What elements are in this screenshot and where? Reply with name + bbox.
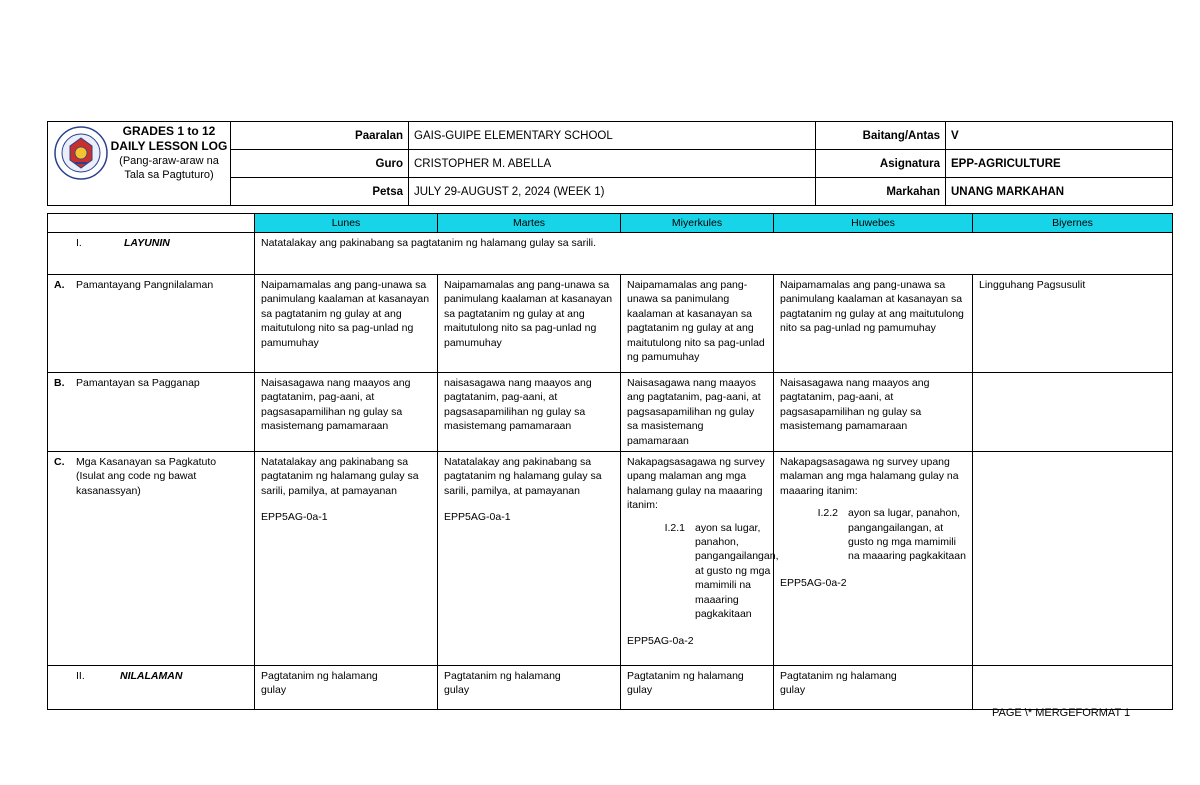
asignatura-value: EPP-AGRICULTURE: [946, 150, 1173, 178]
nilalaman-label-cell: [48, 666, 255, 710]
guro-value: CRISTOPHER M. ABELLA: [409, 150, 816, 178]
pagganap-label: Pamantayan sa Pagganap: [76, 377, 200, 389]
nilalaman-miyerkules: Pagtatanim ng halamang gulay: [621, 666, 774, 710]
guro-label: Guro: [231, 150, 409, 178]
nilalaman-label: NILALAMAN: [120, 670, 183, 683]
kasanayan-letter: C.: [54, 456, 65, 469]
pangnilalaman-label: Pamantayang Pangnilalaman: [76, 279, 214, 291]
kasanayan-miyerkules-sub-num: I.2.1: [664, 521, 685, 534]
nilalaman-lunes: Pagtatanim ng halamang gulay: [255, 666, 438, 710]
kasanayan-miyerkules: [621, 452, 779, 666]
paaralan-label: Paaralan: [231, 122, 409, 150]
kasanayan-lunes: [255, 452, 438, 666]
pagganap-lunes: Naisasagawa nang maayos ang pagtatanim, pag-aani, at pagsasapamilihan ng gulay sa masistemang pamamaraan: [255, 373, 438, 452]
pagganap-miyerkules: Naisasagawa nang maayos ang pagtatanim, pag-aani, at pagsasapamilihan ng gulay sa masistemang pamamaraan: [621, 373, 774, 452]
layunin-label: LAYUNIN: [124, 237, 170, 249]
kasanayan-miyerkules-code: EPP5AG-0a-2: [627, 634, 694, 647]
asignatura-label: Asignatura: [816, 150, 946, 178]
pangnilalaman-biyernes: Lingguhang Pagsusulit: [973, 275, 1173, 373]
kasanayan-miyerkules-text: Nakapagsasagawa ng survey upang malaman ang mga halamang gulay na maaaring itanim:: [627, 456, 765, 512]
paaralan-value: GAIS-GUIPE ELEMENTARY SCHOOL: [409, 122, 816, 150]
kasanayan-martes: [438, 452, 621, 666]
layunin-roman: I.: [76, 237, 82, 249]
layunin-row: [48, 233, 1173, 275]
pagganap-martes: naisasagawa nang maayos ang pagtatanim, pag-aani, at pagsasapamilihan ng gulay sa masistemang pamamaraan: [438, 373, 621, 452]
log-subtitle-2: Tala sa Pagtuturo): [124, 169, 214, 181]
kasanayan-huwebes: [774, 452, 973, 666]
petsa-label: Petsa: [231, 178, 409, 206]
kasanayan-martes-code: EPP5AG-0a-1: [444, 511, 511, 524]
layunin-label-cell: [48, 233, 255, 275]
kasanayan-miyerkules-sub-text: ayon sa lugar, panahon, pangangailangan, at gusto ng mga mamimili na maaaring pagkakitaan: [695, 521, 779, 621]
day-header-row: [48, 214, 1173, 233]
lesson-table: [47, 213, 1173, 710]
kasanayan-lunes-code: EPP5AG-0a-1: [261, 511, 328, 524]
kasanayan-huwebes-text: Nakapagsasagawa ng survey upang malaman ang mga halamang gulay na maaaring itanim:: [780, 456, 959, 497]
kasanayan-martes-text: Natatalakay ang pakinabang sa pagtatanim ng halamang gulay sa sarili, pamilya, at pamayanan: [444, 456, 602, 497]
grades-title: GRADES 1 to 12: [122, 124, 216, 138]
day-huwebes: Huwebes: [774, 214, 973, 233]
layunin-text: Natatalakay ang pakinabang sa pagtatanim ng halamang gulay sa sarili.: [255, 233, 1173, 275]
kasanayan-lunes-text: Natatalakay ang pakinabang sa pagtatanim ng halamang gulay sa sarili, pamilya, at pamayanan: [261, 456, 419, 497]
day-lunes: Lunes: [255, 214, 438, 233]
pagganap-huwebes: Naisasagawa nang maayos ang pagtatanim, pag-aani, at pagsasapamilihan ng gulay sa masistemang pamamaraan: [774, 373, 973, 452]
nilalaman-roman: II.: [76, 670, 85, 683]
kasanayan-huwebes-sub-num: I.2.2: [817, 507, 838, 520]
pagganap-label-cell: [48, 373, 255, 452]
header-logo-cell: [48, 122, 231, 206]
day-martes: Martes: [438, 214, 621, 233]
page-footer: PAGE \* MERGEFORMAT 1: [992, 707, 1131, 719]
pagganap-biyernes: [973, 373, 1173, 452]
pamantayang-pangnilalaman-row: [48, 275, 1173, 373]
pangnilalaman-miyerkules: Naipamamalas ang pang-unawa sa panimulang kaalaman at kasanayan sa pagtatanim ng gulay at ang maitutulong nito sa pag-unlad ng pamumuhay: [621, 275, 774, 373]
baitang-label: Baitang/Antas: [816, 122, 946, 150]
kasanayan-label-cell: [48, 452, 255, 666]
day-header-blank: [48, 214, 255, 233]
log-title: DAILY LESSON LOG: [110, 139, 228, 153]
nilalaman-martes: Pagtatanim ng halamang gulay: [438, 666, 621, 710]
kasanayan-huwebes-code: EPP5AG-0a-2: [780, 576, 847, 589]
petsa-value: JULY 29-AUGUST 2, 2024 (WEEK 1): [409, 178, 816, 206]
baitang-value: V: [946, 122, 1173, 150]
pangnilalaman-lunes: Naipamamalas ang pang-unawa sa panimulang kaalaman at kasanayan sa pagtatanim ng gulay at ang maitutulong nito sa pag-unlad ng pamumuhay: [255, 275, 438, 373]
pangnilalaman-huwebes: Naipamamalas ang pang-unawa sa panimulang kaalaman at kasanayan sa pagtatanim ng gulay at ang maitutulong nito sa pag-unlad ng pamumuhay: [774, 275, 973, 373]
pangnilalaman-martes: Naipamamalas ang pang-unawa sa panimulang kaalaman at kasanayan sa pagtatanim ng gulay at ang maitutulong nito sa pag-unlad ng pamumuhay: [438, 275, 621, 373]
pangnilalaman-letter: A.: [54, 279, 65, 291]
kasanayan-miyerkules-sub: [627, 521, 779, 622]
kasanayan-huwebes-sub: [780, 506, 966, 564]
grade-block: [110, 124, 228, 182]
nilalaman-biyernes: [973, 666, 1173, 710]
deped-seal-icon: [54, 126, 108, 180]
pamantayan-sa-pagganap-row: [48, 373, 1173, 452]
kasanayan-row: [48, 452, 1173, 666]
day-biyernes: Biyernes: [973, 214, 1173, 233]
kasanayan-label: Mga Kasanayan sa Pagkatuto (Isulat ang code ng bawat kasanassyan): [76, 456, 217, 497]
markahan-label: Markahan: [816, 178, 946, 206]
nilalaman-huwebes: Pagtatanim ng halamang gulay: [774, 666, 973, 710]
markahan-value: UNANG MARKAHAN: [946, 178, 1173, 206]
pagganap-letter: B.: [54, 377, 65, 389]
log-subtitle-1: (Pang-araw-araw na: [119, 155, 219, 167]
kasanayan-huwebes-sub-text: ayon sa lugar, panahon, pangangailangan, at gusto ng mga mamimili na maaaring pagkakitaan: [848, 507, 966, 563]
day-miyerkules: Miyerkules: [621, 214, 774, 233]
nilalaman-row: [48, 666, 1173, 710]
kasanayan-biyernes: [973, 452, 1173, 666]
pangnilalaman-label-cell: [48, 275, 255, 373]
header-table: [47, 121, 1173, 206]
